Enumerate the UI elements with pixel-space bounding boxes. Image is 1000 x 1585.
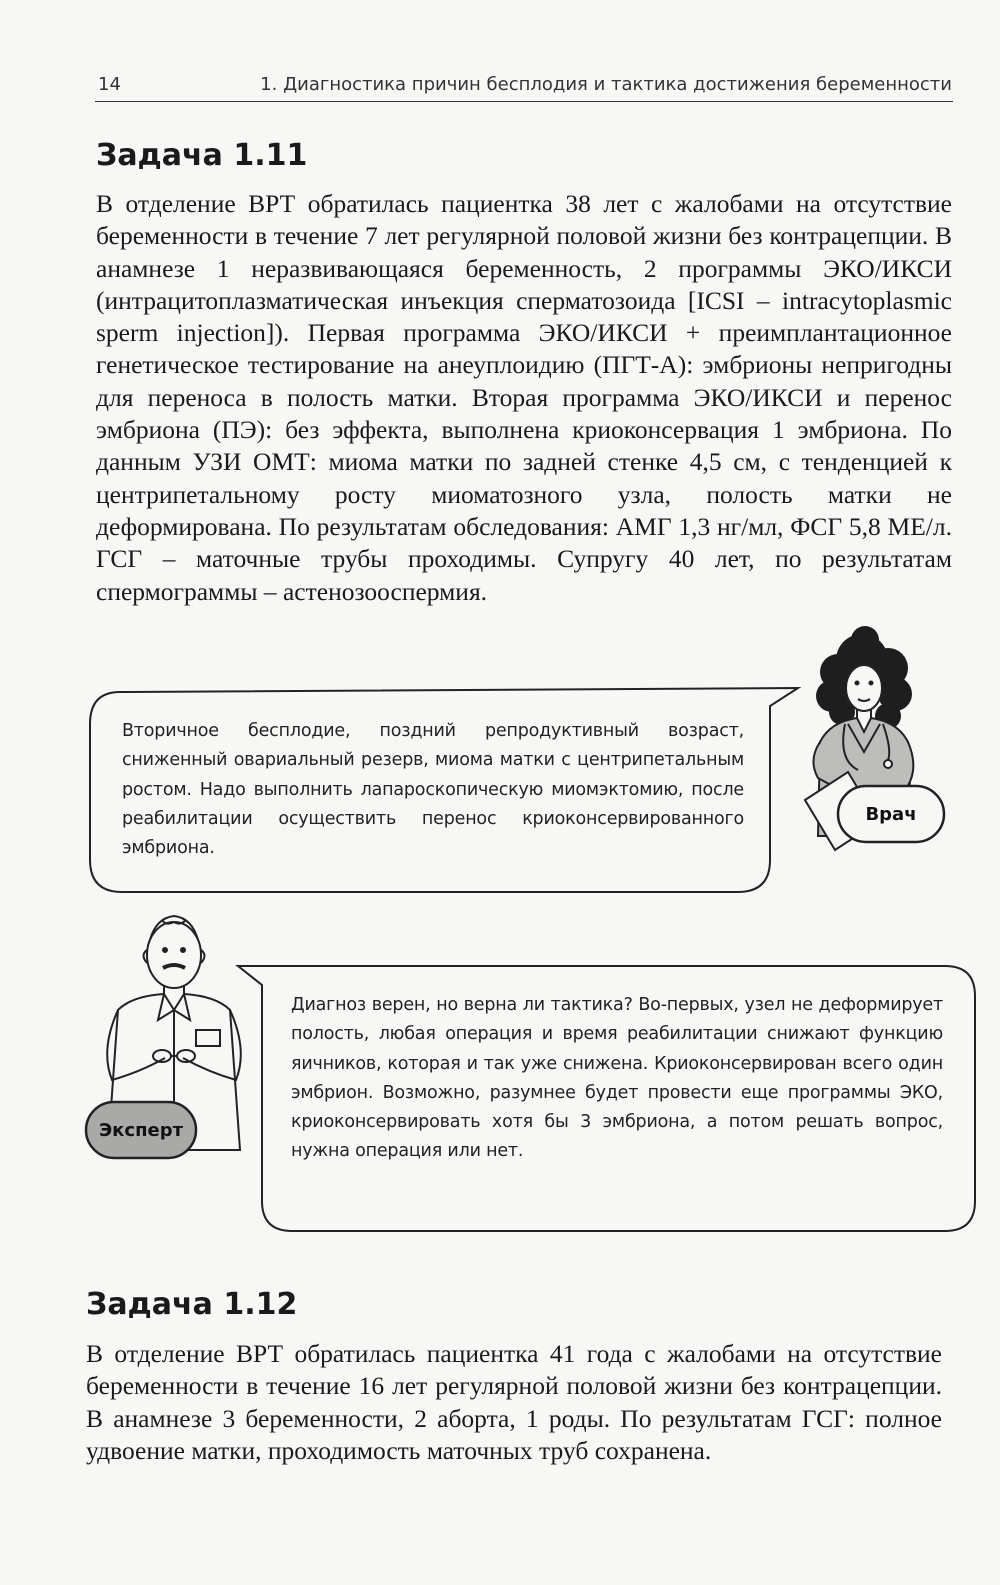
expert-speech-text: Диагноз верен, но верна ли тактика? Во-первых, узел не деформирует полость, любая операция и время реабилитации снижают функцию яичников, которая и так уже снижена. Криоконсервирован всего один эмбрион. Возможно, разумнее будет провести еще программы ЭКО, криоконсервировать хотя бы 3 эмбриона, а потом решать вопрос, нужна операция или нет.	[291, 995, 943, 1162]
task-title-1-12: Задача 1.12	[86, 1287, 298, 1322]
running-head: 1. Диагностика причин бесплодия и тактика достижения беременности	[260, 74, 952, 95]
task-1-12-body: В отделение ВРТ обратилась пациентка 41 года с жалобами на отсутствие беременности в течение 16 лет регулярной половой жизни без контрацепции. В анамнезе 3 беременности, 2 аборта, 1 роды. По результатам ГСГ: полное удвоение матки, проходимость маточных труб сохранена.	[86, 1339, 942, 1465]
doctor-name-tag: Врач	[865, 803, 917, 825]
task-title-1-11: Задача 1.11	[96, 138, 308, 173]
page-number: 14	[98, 74, 121, 95]
task-1-11-body: В отделение ВРТ обратилась пациентка 38 лет с жалобами на отсутствие беременности в течение 7 лет регулярной половой жизни без контрацепции. В анамнезе 1 неразвивающаяся беременность, 2 программы ЭКО/ИКСИ (интрацитоплазматическая инъекция сперматозоида [ICSI – intracytoplasmic sperm injection]). Первая программа ЭКО/ИКСИ + преимплантационное генетическое тестирование на анеуплоидию (ПГТ-А): эмбрионы непригодны для переноса в полость матки. Вторая программа ЭКО/ИКСИ и перенос эмбриона (ПЭ): без эффекта, выполнена криоконсервация 1 эмбриона. По данным УЗИ ОМТ: миома матки по задней стенке 4,5 см, с тенденцией к центрипетальному росту миоматозного узла, полость матки не деформирована. По результатам обследования: АМГ 1,3 нг/мл, ФСГ 5,8 МЕ/л. ГСГ – маточные трубы проходимы. Супругу 40 лет, по результатам спермограммы – астенозооспермия.	[96, 189, 952, 606]
doctor-speech-text: Вторичное бесплодие, поздний репродуктивный возраст, сниженный овариальный резерв, миома матки с центрипетальным ростом. Надо выполнить лапароскопическую миомэктомию, после реабилитации осуществить перенос криоконсервированного эмбриона.	[122, 721, 744, 859]
expert-name-tag: Эксперт	[98, 1119, 184, 1141]
